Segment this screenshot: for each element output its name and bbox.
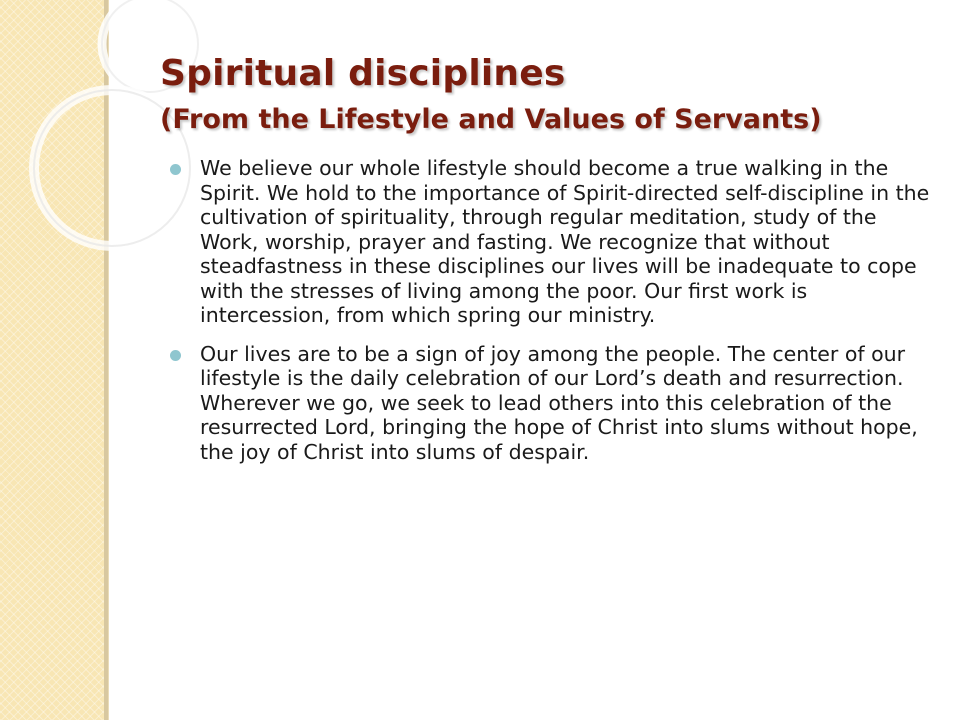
bullet-dot-icon	[170, 350, 181, 361]
title-subtitle: (From the Lifestyle and Values of Servants)	[160, 104, 822, 135]
bullet-list	[170, 156, 940, 478]
bullet-text: We believe our whole lifestyle should become a true walking in the Spirit. We hold to the importance of Spirit-directed self-discipline in the cultivation of spirituality, through regular meditation, study of the Work, worship, prayer and fasting. We recognize that without steadfastness in these disciplines our lives will be inadequate to cope with the stresses of living among the poor. Our first work is intercession, from which spring our ministry.	[200, 156, 930, 327]
title-main: Spiritual disciplines	[160, 53, 566, 94]
bullet-item	[170, 342, 940, 465]
bullet-item	[170, 156, 940, 328]
bullet-text: Our lives are to be a sign of joy among the people. The center of our lifestyle is the daily celebration of our Lord’s death and resurrection. Wherever we go, we seek to lead others into this celebration of the resurrected Lord, bringing the hope of Christ into slums without hope, the joy of Christ into slums of despair.	[200, 341, 918, 464]
bullet-dot-icon	[170, 164, 181, 175]
slide-title	[160, 50, 940, 138]
